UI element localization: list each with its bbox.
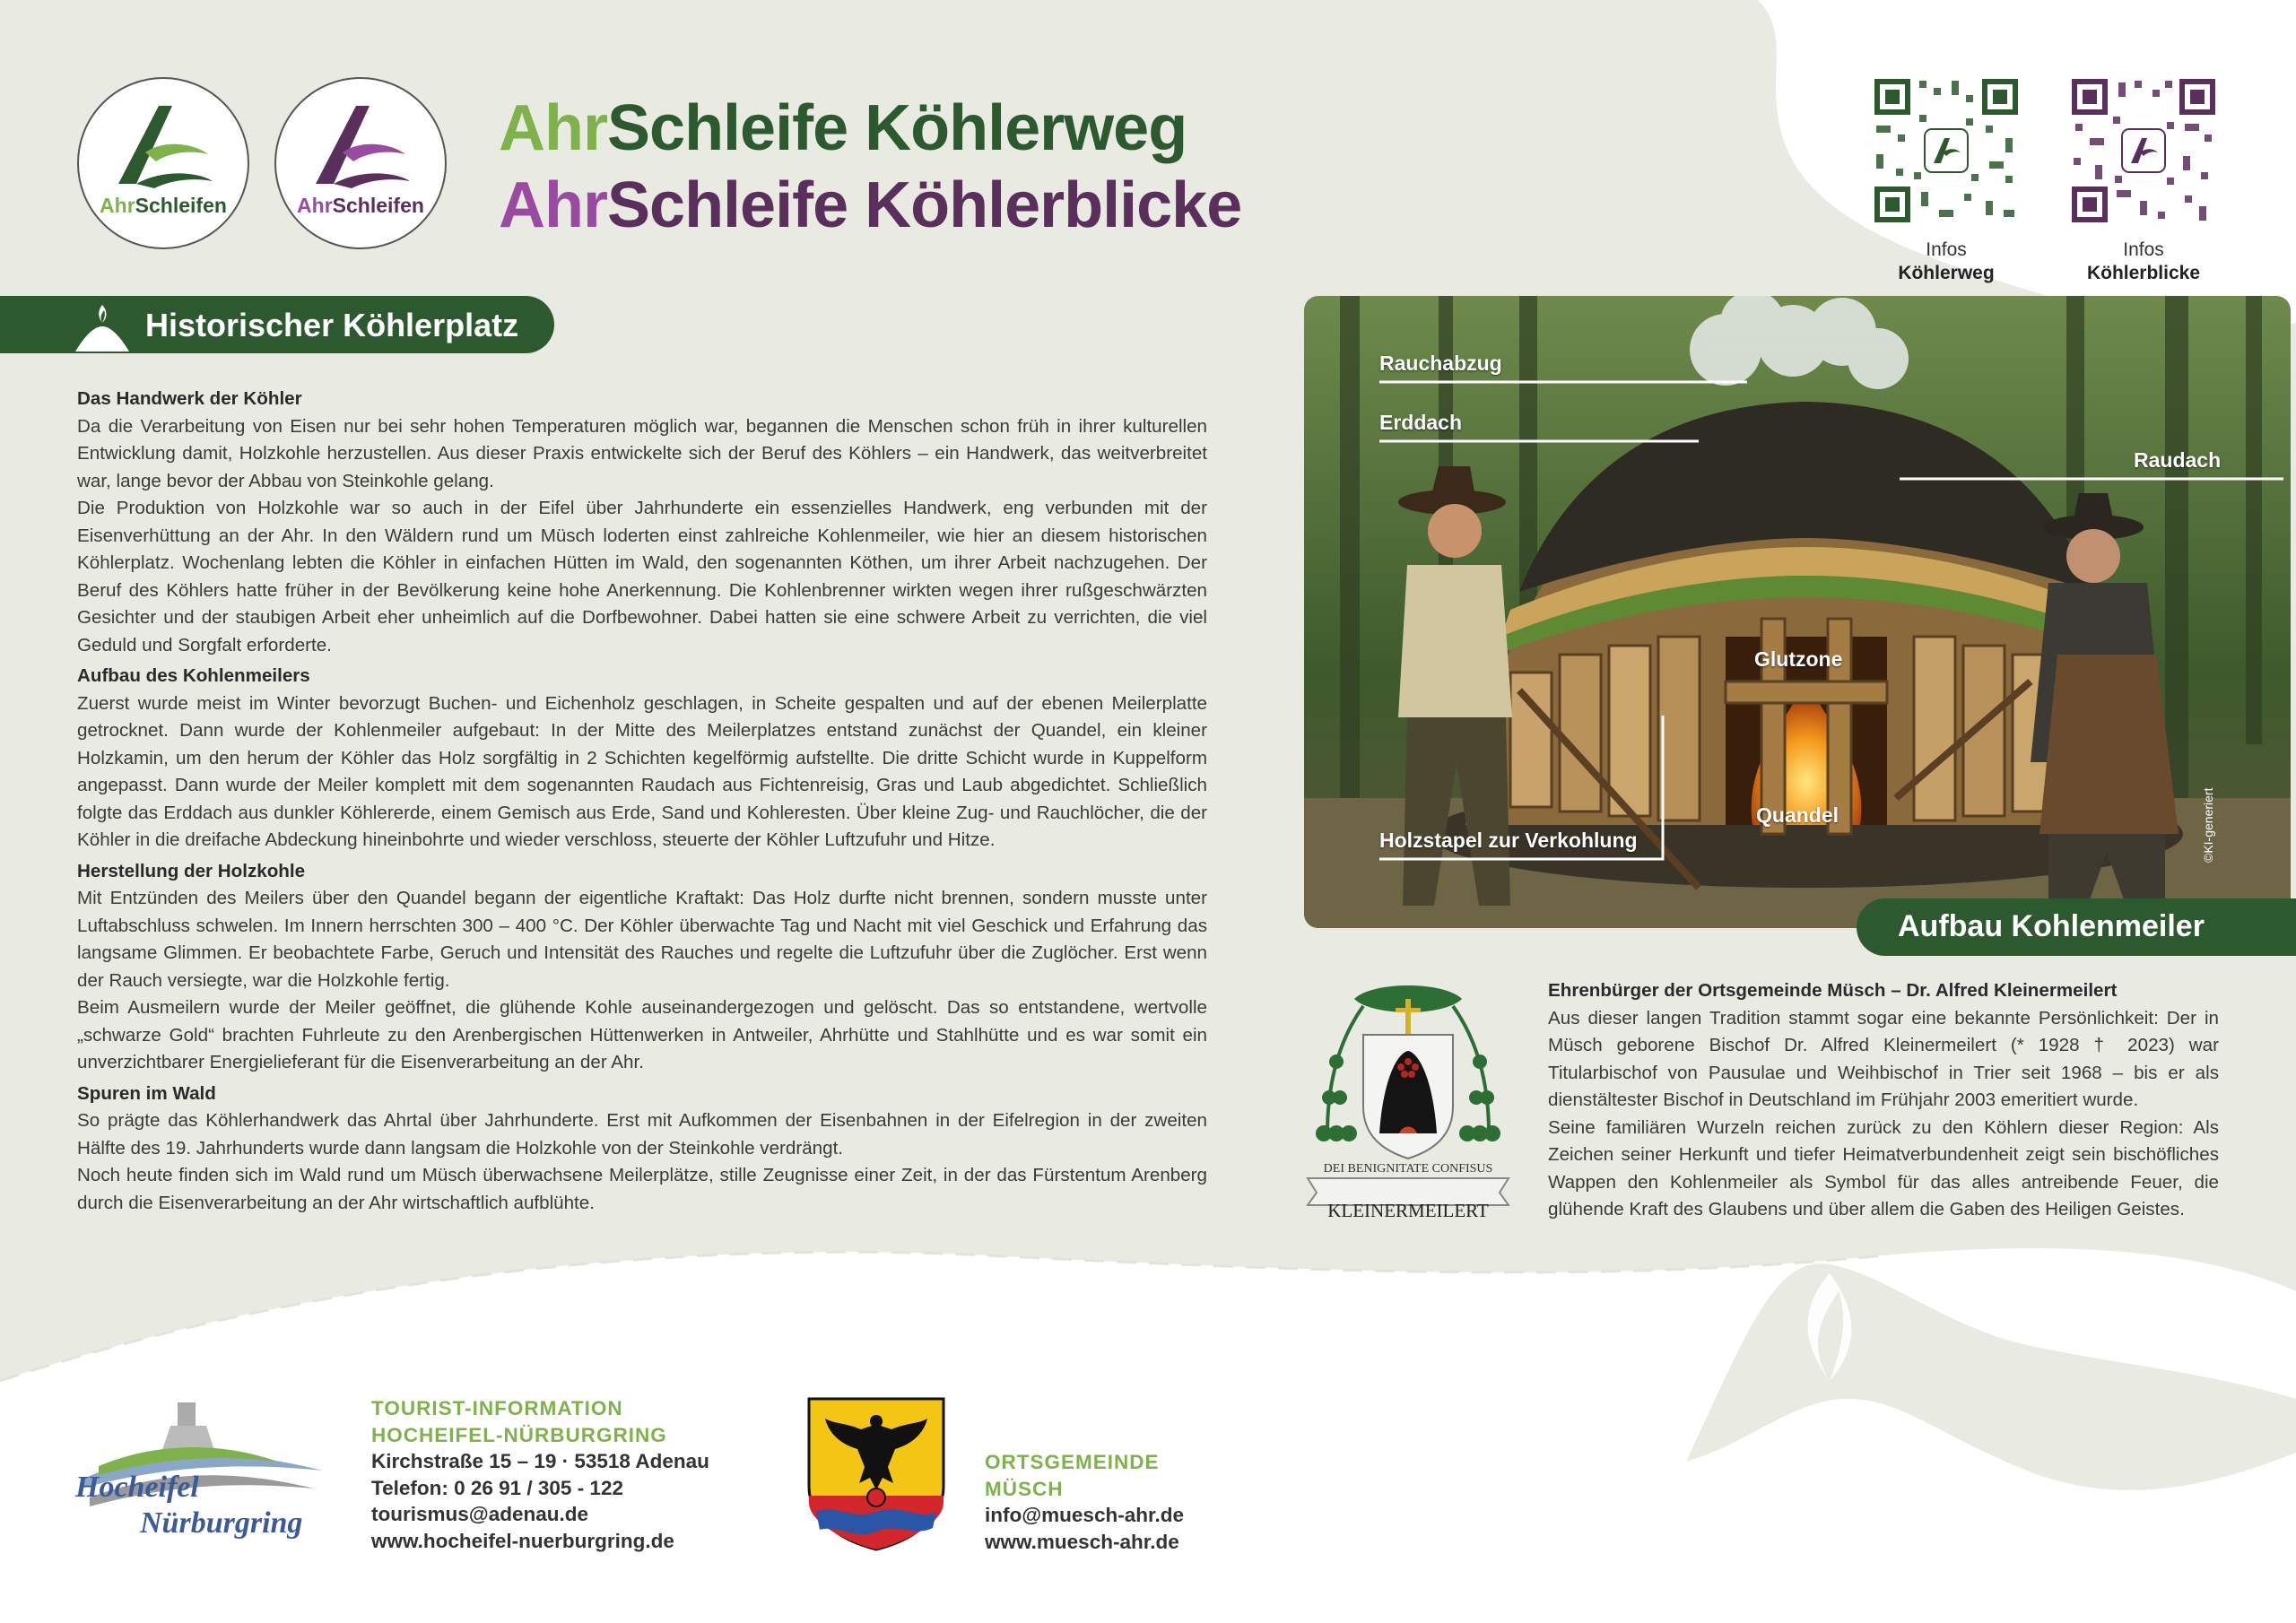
title-koehlerblicke: AhrSchleife Köhlerblicke [499, 169, 1242, 241]
ehren-heading: Ehrenbürger der Ortsgemeinde Müsch – Dr. Alfred Kleinermeilert [1548, 980, 2118, 1001]
label-erddach: Erddach [1379, 411, 1463, 434]
logo1-text-b: Schleifen [135, 194, 227, 217]
article-paragraph: Da die Verarbeitung von Eisen nur bei sehr hohen Temperaturen möglich war, begannen die Menschen schon früh in ihrer kulturellen Entwicklung damit, Holzkohle herzustellen. Aus dieser Praxis entwickelte sich der Beruf des Köhlers – ein Handwerk, das weitverbreitet war, lange bevor der Abbau von Steinkohle gelang. [77, 415, 1207, 491]
label-quandel: Quandel [1756, 803, 1839, 827]
qr-code-koehlerweg[interactable] [1871, 75, 2022, 226]
ehren-paragraph: Aus dieser langen Tradition stammt sogar eine bekannte Persönlichkeit: Der in Müsch geborene Bischof Dr. Alfred Kleinermeilert (* 1928 † 2023) war Titularbischof von Pausulae und Weihbischof in Trier seit 1968 – bis er als dienstältester Bischof in Deutschland im Frühjahr 2003 emeritiert wurde. [1548, 1007, 2219, 1110]
title-koehlerweg: AhrSchleife Köhlerweg [499, 92, 1187, 164]
article-heading: Herstellung der Holzkohle [77, 860, 306, 881]
muesch-coat-of-arms [807, 1397, 945, 1551]
section-title: Historischer Köhlerplatz [145, 307, 519, 343]
ti-title-2: HOCHEIFEL-NÜRBURGRING [371, 1423, 667, 1446]
caption-text: Aufbau Kohlenmeiler [1898, 909, 2205, 943]
article-paragraph: Noch heute finden sich im Wald rund um Müsch überwachsene Meilerplätze, stille Zeugnisse einer Zeit, in der das Fürstentum Arenberg durch die Eisenverarbeitung an der Ahr wirtschaftlich aufblühte. [77, 1165, 1207, 1213]
qr-label-koehlerweg: Infos Köhlerweg [1898, 239, 1995, 283]
article-paragraph: Die Produktion von Holzkohle war so auch in der Eifel über Jahrhunderte ein essenzielles Handwerk, eng verbunden mit der Eisenverhüttung an der Ahr. In den Wäldern rund um Müsch loderten einst zahlreiche Kohlenmeiler, wie hier an diesem historischen Köhlerplatz. Wochenlang lebten die Köhler in einfachen Hütten im Wald, den sogenannten Köthen, um ihrer Arbeit nachzugehen. Der Beruf des Köhlers hatte früher in der Bevölkerung keine hohe Anerkennung. Die Kohlenbrenner wirkten wegen ihrer rußgeschwärzten Gesichter und der staubigen Arbeit eher unheimlich auf die Dorfbewohner. Dabei hatten sie eine schwere Arbeit zu verrichten, die viel Geduld und Sorgfalt erforderte. [77, 498, 1207, 655]
ahrschleifen-logo-purple [274, 77, 447, 249]
label-holzstapel: Holzstapel zur Verkohlung [1379, 829, 1638, 852]
ti-title-1: TOURIST-INFORMATION [371, 1397, 623, 1419]
article-heading: Spuren im Wald [77, 1082, 216, 1104]
ti-address: Kirchstraße 15 – 19 · 53518 Adenau [371, 1450, 709, 1472]
ti-website[interactable]: www.hocheifel-nuerburgring.de [371, 1529, 674, 1552]
bishop-coat-of-arms [1300, 981, 1516, 1223]
article-heading: Das Handwerk der Köhler [77, 388, 302, 409]
og-title-1: ORTSGEMEINDE [985, 1451, 1160, 1473]
kohlenmeiler-illustration [1304, 296, 2291, 928]
ehren-paragraph: Seine familiären Wurzeln reichen zurück zu den Köhlern dieser Region: Als Zeichen seiner Herkunft und tiefer Heimatverbundenheit zeigt sein bischöfliches Wappen den Kohlenmeiler als Symbol für das alles antreibende Feuer, die glühende Kraft des Glaubens und über allem die Gaben des Heiligen Geistes. [1548, 1116, 2219, 1219]
article-paragraph: Beim Ausmeilern wurde der Meiler geöffnet, die glühende Kohle auseinandergezogen und gelöscht. Das so entstandene, wertvolle „schwarze Gold“ brachten Fuhrleute zu den Arenbergischen Hüttenwerken in Antweiler, Ahrhütte und Stahlhütte und es war somit ein unverzichtbarer Energielieferant für die Eisenverarbeitung an der Ahr. [77, 997, 1207, 1072]
coat-motto: DEI BENIGNITATE CONFISUS [1323, 1162, 1493, 1176]
article-paragraph: So prägte das Köhlerhandwerk das Ahrtal über Jahrhunderte. Erst mit Aufkommen der Eisenbahnen in der Eifelregion in der zweiten Hälfte des 19. Jahrhunderts wurde dann langsam die Holzkohle von der Steinkohle verdrängt. [77, 1110, 1207, 1159]
qr-label-koehlerblicke: Infos Köhlerblicke [2086, 239, 2201, 283]
image-credit: ©KI-generiert [2201, 787, 2215, 863]
as-logo-mark-icon [109, 99, 217, 188]
article-paragraph: Mit Entzünden des Meilers über den Quandel begann der eigentliche Kraftakt: Das Holz durfte nicht brennen, sondern musste unter Luftabschluss schwelen. Im Innern herrschten 300 – 400 °C. Der Köhler überwachte Tag und Nacht mit viel Geschick und Erfahrung das langsame Glimmen. Er beobachtete Farbe, Geruch und Intensität des Rauches und regelte die Luftzufuhr über die Zuglöcher. Erst wenn der Rauch versiegte, war die Holzkohle fertig. [77, 888, 1207, 991]
coat-name: KLEINERMEILERT [1327, 1200, 1489, 1221]
as-logo-mark-icon [307, 99, 414, 188]
og-website[interactable]: www.muesch-ahr.de [985, 1530, 1179, 1553]
section-banner [0, 296, 554, 353]
ehrenbuerger-section [1548, 977, 2219, 1224]
og-title-2: MÜSCH [985, 1477, 1064, 1500]
label-raudach: Raudach [2134, 448, 2222, 472]
label-rauchabzug: Rauchabzug [1379, 352, 1502, 375]
og-email[interactable]: info@muesch-ahr.de [985, 1504, 1184, 1526]
ti-email[interactable]: tourismus@adenau.de [371, 1503, 588, 1525]
logo1-text-a: Ahr [100, 194, 135, 217]
ahrschleifen-logo-green [77, 77, 249, 249]
ortsgemeinde-block [985, 1449, 1184, 1555]
qr-code-koehlerblicke[interactable] [2068, 75, 2219, 226]
ti-phone[interactable]: Telefon: 0 26 91 / 305 - 122 [371, 1476, 623, 1499]
article-paragraph: Zuerst wurde meist im Winter bevorzugt Buchen- und Eichenholz geschlagen, in Scheite gespalten und auf der ebenen Meilerplatte getrocknet. Dann wurde der Kohlenmeiler aufgebaut: In der Mitte des Meilerplatzes entstand zunächst der Quandel, ein kleiner Holzkamin, um den herum der Köhler das Holz sorgfältig in 2 Schichten kegelförmig aufstellte. Die dritte Schicht wurde in Kuppelform angepasst. Dann wurde der Meiler komplett mit dem sogenannten Raudach aus Fichtenreisig, Gras und Laub abgedichtet. Schließlich folgte das Erddach aus dunkler Köhlererde, einem Gemisch aus Erde, Sand und Kohleresten. Über kleine Zug- und Rauchlöcher, die der Köhler in die dreifache Abdeckung hineinbohrte und wieder verschloss, steuerte der Köhler Luftzufuhr und Hitze. [77, 692, 1207, 850]
logo2-text-b: Schleifen [332, 194, 424, 217]
logo2-text-a: Ahr [297, 194, 333, 217]
article-body [77, 382, 1207, 1217]
meiler-flame-icon [74, 301, 131, 352]
tourist-info-block [371, 1395, 709, 1554]
caption-banner [1857, 898, 2296, 956]
hn-logo-text-2: Nürburgring [140, 1506, 303, 1540]
hn-logo-text-1: Hocheifel [75, 1471, 199, 1504]
article-heading: Aufbau des Kohlenmeilers [77, 665, 310, 686]
label-glutzone: Glutzone [1754, 647, 1843, 671]
